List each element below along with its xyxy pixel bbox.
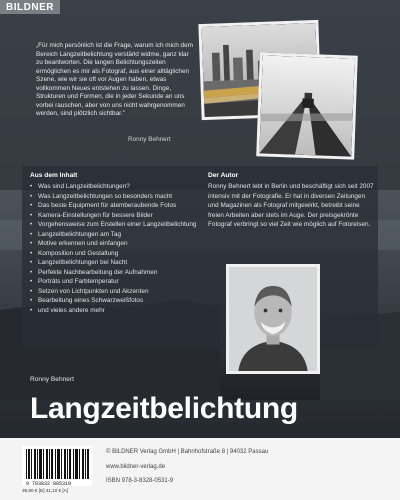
list-item: • Kamera-Einstellungen für bessere Bilder (30, 211, 153, 219)
quote-author: Ronny Behnert (128, 136, 171, 143)
publisher-website[interactable]: www.bildner-verlag.de (106, 464, 166, 470)
isbn-barcode (22, 446, 92, 486)
barcode-number: 9 783832 805319 (26, 481, 72, 486)
list-item: • und vieles andere mehr (30, 306, 105, 314)
list-item: • Setzen von Lichtpunkten und Akzenten (30, 287, 149, 295)
contents-heading: Aus dem Inhalt (30, 172, 78, 179)
list-item: • Was Langzeitbelichtungen so besonders macht (30, 192, 173, 200)
list-item: • Komposition und Gestaltung (30, 249, 119, 257)
author-heading: Der Autor (208, 172, 239, 179)
list-item: • Motive erkennen und einfangen (30, 240, 128, 247)
isbn-number: ISBN 978-3-8328-0531-9 (106, 478, 174, 484)
list-item: • Porträts und Farbtemperatur (30, 278, 119, 285)
list-item: • Was sind Langzeitbelichtungen? (30, 183, 130, 190)
author-bio: Ronny Behnert lebt in Berlin und beschäftigt sich seit 2007 intensiv mit der Fotografie. Er hat in diversen Zeitungen und Magazinen als Fotograf mitgewirkt, betreibt seine freien Arbeiten aber stets im Auge. Der preisgekrönte Fotograf verbringt so viel Zeit wie möglich auf Fotoreisen. (208, 183, 374, 228)
list-item: • Bearbeitung eines Schwarzweißfotos (30, 297, 144, 304)
book-title: Langzeitbelichtung (30, 392, 298, 425)
contents-list (30, 182, 202, 315)
list-item: • Vorgehensweise zum Erstellen einer Langzeitbelichtung (30, 221, 197, 228)
author-portrait (226, 264, 320, 374)
photo-pier-long-exposure (256, 52, 358, 159)
author-quote: „Für mich persönlich ist die Frage, warum ich mich dem Bereich Langzeitbelichtung verstärkt widme, ganz klar zu beantworten. Die langen Belichtungszeiten ermöglichen es mir als Fotograf, aus einer alltäglichen Szene, wie wir sie oft vor Augen haben, etwas vollkommen Neues entstehen zu lassen. Dinge, Strukturen und Formen, die in jeder Sekunde an uns vorbei rauschen, aber von uns nicht wahrgenommen werden, sind plötzlich sichtbar." (36, 42, 193, 117)
list-item: • Langzeitbelichtungen bei Nacht (30, 259, 128, 266)
list-item: • Langzeitbelichtungen am Tag (30, 230, 122, 238)
publisher-logo: BILDNER (0, 0, 60, 14)
cover-author-name: Ronny Behnert (30, 376, 74, 383)
list-item: • Perfekte Nachbearbeitung der Aufnahmen (30, 268, 158, 276)
price: 39,90 € [D] 41,10 € [A] (22, 488, 68, 493)
list-item: • Das beste Equipment für atemberaubende Fotos (30, 202, 177, 209)
publisher-address: © BILDNER Verlag GmbH | Bahnhofstraße 8 | 94032 Passau (106, 449, 269, 455)
